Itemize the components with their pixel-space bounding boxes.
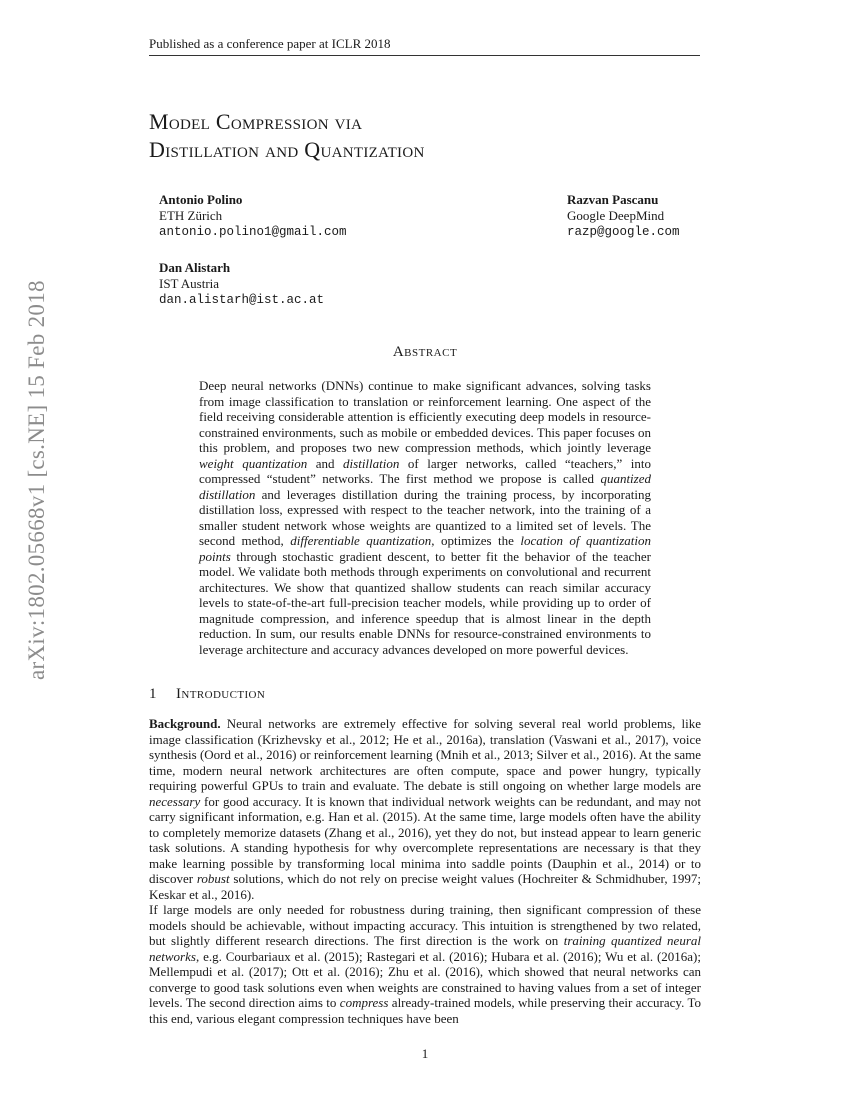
emphasis: distillation — [343, 455, 400, 471]
title-line-1: Model Compression via — [149, 109, 363, 134]
author-block-polino — [159, 192, 347, 240]
author-name: Antonio Polino — [159, 192, 243, 207]
emphasis: training quantized neural networks — [149, 933, 702, 964]
section-heading-introduction — [149, 686, 265, 703]
paragraph-lead: Background. — [149, 716, 221, 731]
abstract-body: Deep neural networks (DNNs) continue to make significant advances, solving tasks from image classification to translation or reinforcement learning. One aspect of the field receiving considerable attention is efficiently executing deep models in resource-constrained environments, such as mobile or embedded devices. This paper focuses on this problem, and proposes two new compression methods, which jointly leverage weight quantization and distillation of larger networks, called “teachers,” into compressed “student” networks. The first method we propose is called quantized distillation and leverages distillation during the training process, by incorporating distillation loss, expressed with respect to the teacher network, into the training of a smaller student network whose weights are quantized to a limited set of levels. The second method, differentiable quantization, optimizes the location of quantization points through stochastic gradient descent, to better fit the behavior of the teacher model. We validate both methods through experiments on convolutional and recurrent architectures. We show that quantized shallow students can reach similar accuracy levels to state-of-the-art full-precision teacher models, while providing up to order of magnitude compression, and inference speedup that is almost linear in the depth reduction. In sum, our results enable DNNs for resource-constrained environments to leverage architecture and accuracy advances developed on more powerful devices. — [199, 378, 651, 657]
emphasis: robust — [196, 871, 230, 886]
paper-title — [149, 108, 425, 164]
section-number: 1 — [149, 686, 157, 702]
author-affiliation: Google DeepMind — [567, 208, 665, 223]
running-header: Published as a conference paper at ICLR 2018 — [149, 36, 391, 51]
author-affiliation: ETH Zürich — [159, 208, 223, 223]
arxiv-identifier: arXiv:1802.05668v1 [cs.NE] 15 Feb 2018 — [24, 280, 49, 680]
author-name: Dan Alistarh — [159, 260, 231, 275]
paragraph-compression: If large models are only needed for robustness during training, then significant compression of these models should be achievable, without impacting accuracy. This intuition is strengthened by two related, but slightly different research directions. The first direction is the work on training quantized neural networks, e.g. Courbariaux et al. (2015); Rastegari et al. (2016); Hubara et al. (2016); Wu et al. (2016a); Mellempudi et al. (2017); Ott et al. (2016); Zhu et al. (2016), which showed that neural networks can converge to good task solutions even when weights are constrained to having values from a set of integer levels. The second direction aims to compress already-trained models, while preserving their accuracy. To this end, various elegant compression techniques have been — [149, 902, 702, 1026]
emphasis: location of quantization points — [199, 533, 651, 564]
emphasis: weight quantization — [199, 455, 308, 471]
paragraph-background: Background. Neural networks are extremely effective for solving several real world problems, like image classification (Krizhevsky et al., 2012; He et al., 2016a), translation (Vaswani et al., 2017), voice synthesis (Oord et al., 2016) or reinforcement learning (Mnih et al., 2013; Silver et al., 2016). At the same time, modern neural network architectures are often compute, space and power hungry, typically requiring powerful GPUs to train and evaluate. The debate is still ongoing on whether large models are necessary for good accuracy. It is known that individual network weights can be redundant, and may not carry significant information, e.g. Han et al. (2015). At the same time, large models often have the ability to completely memorize datasets (Zhang et al., 2016), yet they do not, but instead appear to learn generic task solutions. A standing hypothesis for why overcomplete representations are necessary is that they make learning possible by transforming local minima into saddle points (Dauphin et al., 2014) or to discover robust solutions, which do not rely on precise weight values (Hochreiter & Schmidhuber, 1997; Keskar et al., 2016). — [149, 716, 701, 902]
author-email[interactable]: razp@google.com — [567, 225, 680, 239]
emphasis: quantized distillation — [199, 471, 651, 502]
page-number: 1 — [421, 1046, 429, 1061]
abstract-heading: Abstract — [392, 344, 458, 360]
emphasis: necessary — [149, 793, 201, 809]
author-email[interactable]: dan.alistarh@ist.ac.at — [159, 293, 325, 307]
header-rule — [149, 55, 700, 56]
section-title: Introduction — [176, 686, 266, 702]
author-block-alistarh — [159, 260, 324, 308]
author-name: Razvan Pascanu — [567, 192, 659, 207]
emphasis: compress — [339, 995, 389, 1010]
emphasis: differentiable quantization — [290, 533, 432, 548]
title-line-2: Distillation and Quantization — [149, 137, 425, 162]
author-block-pascanu — [567, 192, 680, 240]
author-affiliation: IST Austria — [159, 276, 220, 291]
author-email[interactable]: antonio.polino1@gmail.com — [159, 225, 347, 239]
